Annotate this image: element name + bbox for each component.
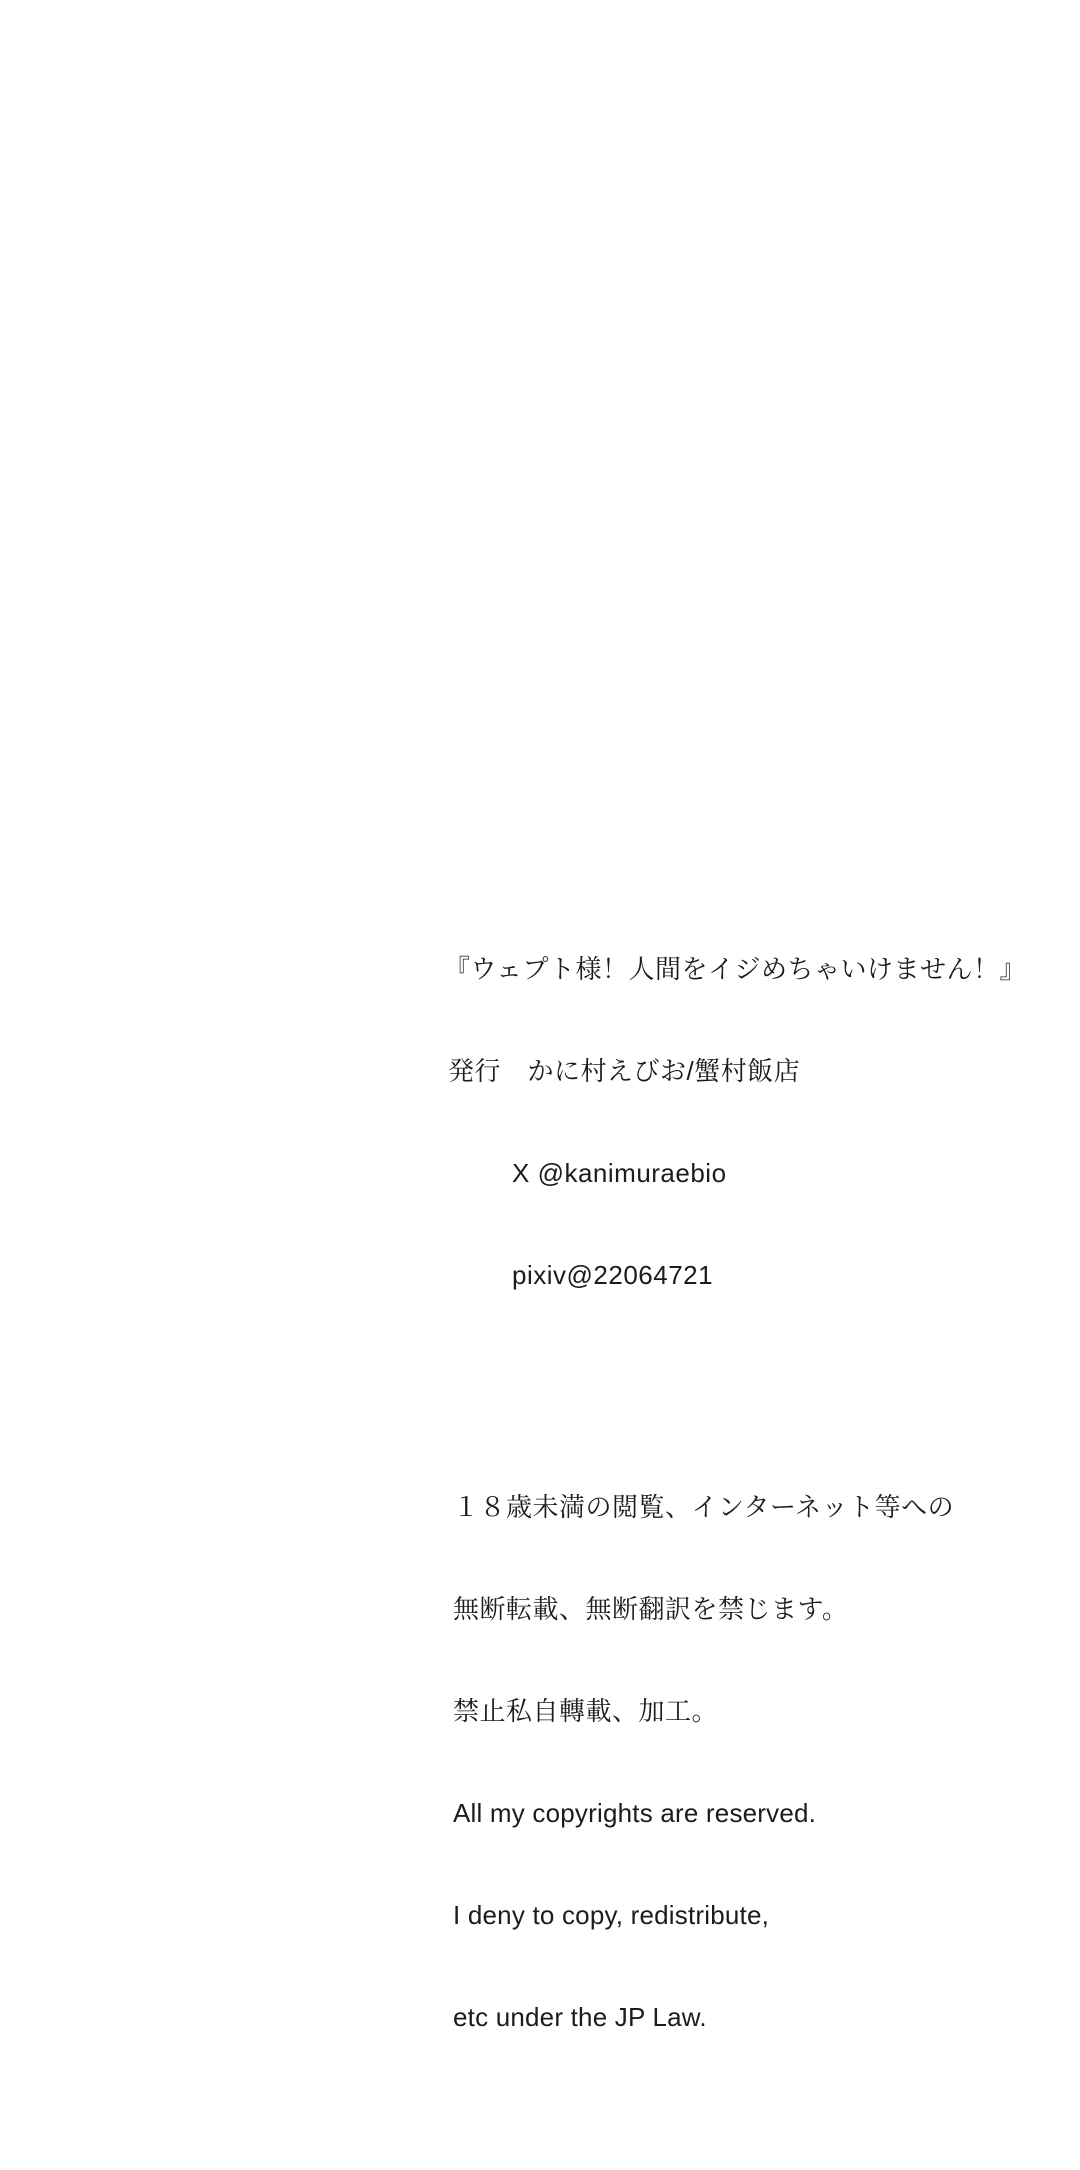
doujin-title: 『ウェプト様！人間をイジめちゃいけません！』 xyxy=(444,954,1026,984)
publisher-line: 発行 かに村えびお/蟹村飯店 xyxy=(448,1056,801,1086)
copyright-reserved-line: All my copyrights are reserved. xyxy=(453,1798,817,1828)
age-restriction-line: １８歳未満の閲覧、インターネット等への xyxy=(453,1492,955,1522)
pixiv-id: pixiv@22064721 xyxy=(512,1260,714,1290)
no-repost-zh-line: 禁止私自轉載、加工。 xyxy=(453,1696,719,1726)
no-reprint-line: 無断転載、無断翻訳を禁じます。 xyxy=(453,1594,849,1624)
deny-copy-line: I deny to copy, redistribute, xyxy=(453,1900,770,1930)
jp-law-line: etc under the JP Law. xyxy=(453,2002,707,2032)
x-handle: X @kanimuraebio xyxy=(512,1158,727,1188)
colophon-block xyxy=(444,884,1026,2170)
rights-notice-block xyxy=(448,1422,1026,2102)
